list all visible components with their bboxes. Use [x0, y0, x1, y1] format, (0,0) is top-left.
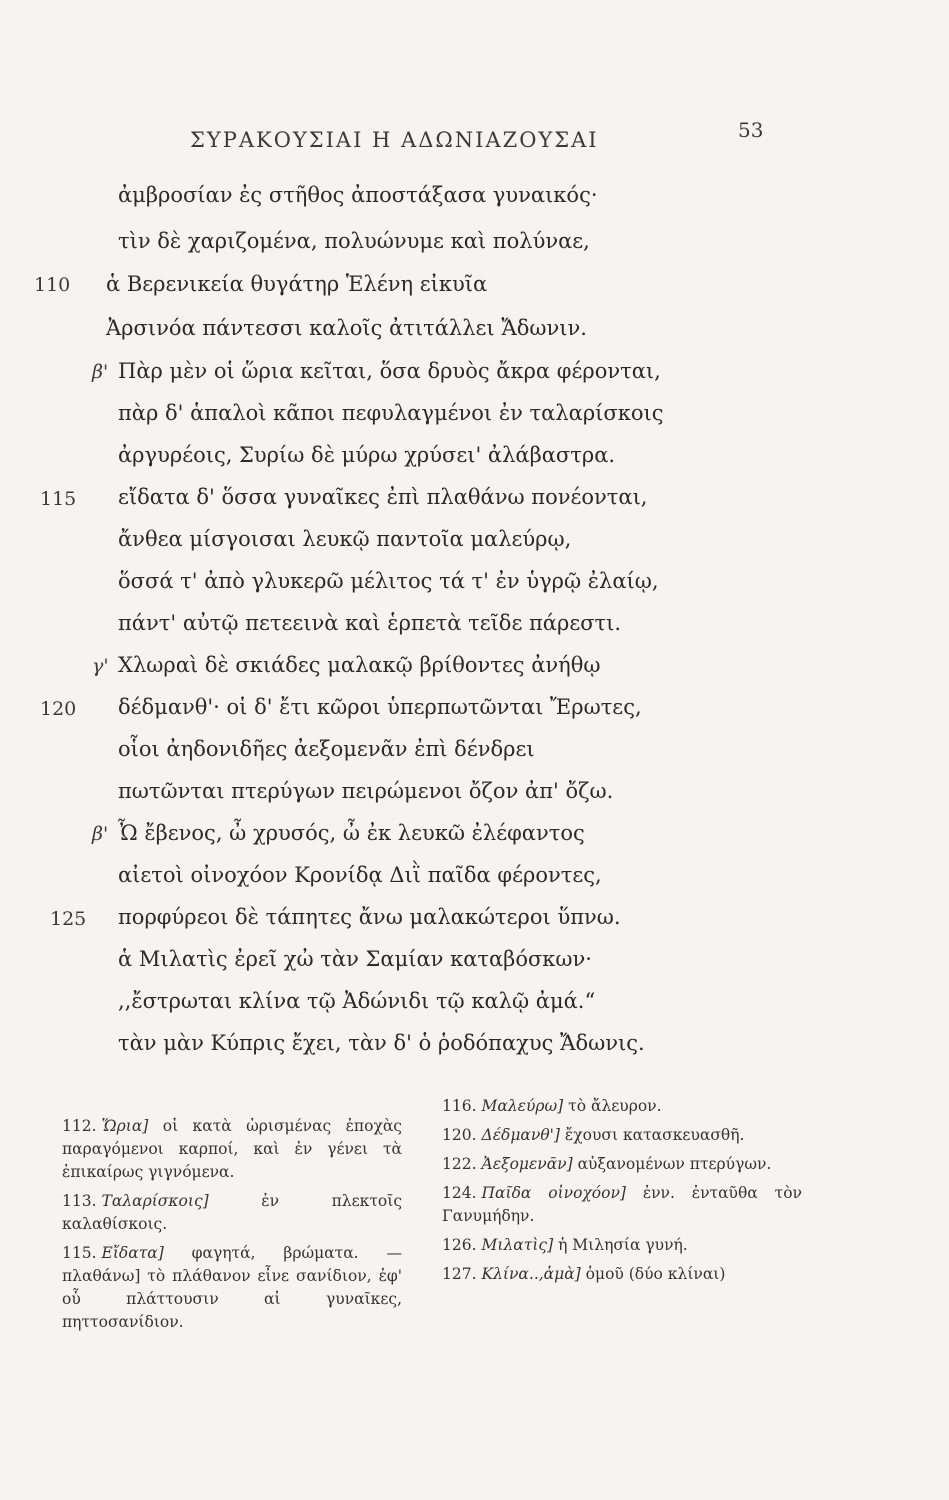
notes-left-column — [62, 1115, 402, 1340]
verse-line: αἰετοὶ οἰνοχόον Κρονίδᾳ Διῒ παῖδα φέροντες, — [118, 863, 602, 887]
notes-right-column — [442, 1095, 802, 1292]
line-number: 110 — [34, 274, 71, 296]
verse-line: ,,ἔστρωται κλίνα τῷ Ἀδώνιδι τῷ καλῷ ἀμά.“ — [118, 989, 596, 1013]
verse-line: εἴδατα δ' ὅσσα γυναῖκες ἐπὶ πλαθάνω πονέονται, — [118, 485, 648, 509]
footnote: 115. Εἴδατα] φαγητά, βρώματα. —πλαθάνω] τὸ πλάθανον εἶνε σανίδιον, ἐφ' οὗ πλάττουσιν αἱ γυναῖκες, πηττοσανίδιον. — [62, 1244, 402, 1331]
strophe-marker: β' — [92, 823, 109, 845]
line-number: 120 — [40, 698, 77, 720]
verse-line: ἁ Μιλατὶς ἐρεῖ χὠ τὰν Σαμίαν καταβόσκων· — [118, 947, 592, 971]
verse-line: πωτῶνται πτερύγων πειρώμενοι ὄζον ἀπ' ὄζω. — [118, 779, 614, 803]
verse-line: Ἀρσινόα πάντεσσι καλοῖς ἀτιτάλλει Ἄδωνιν. — [106, 316, 587, 340]
verse-line: ὅσσά τ' ἀπὸ γλυκερῶ μέλιτος τά τ' ἐν ὑγρῷ ἐλαίῳ, — [118, 569, 659, 593]
footnote: 112. Ὥρια] οἱ κατὰ ὡρισμένας ἐποχὰς παραγόμενοι καρποί, καὶ ἐν γένει τὰ ἐπικαίρως γιγνόμενα. — [62, 1117, 402, 1181]
verse-line: ἄνθεα μίσγοισαι λευκῷ παντοῖα μαλεύρῳ, — [118, 527, 572, 551]
page-number: 53 — [738, 118, 764, 142]
strophe-marker: β' — [92, 361, 109, 383]
footnote: 124. Παῖδα οἰνοχόον] ἐνν. ἐνταῦθα τὸν Γανυμήδην. — [442, 1184, 802, 1225]
verse-line: Ὦ ἔβενος, ὦ χρυσός, ὦ ἐκ λευκῶ ἐλέφαντος — [118, 821, 585, 845]
verse-line: ἁ Βερενικεία θυγάτηρ Ἑλένη εἰκυῖα — [106, 272, 488, 296]
verse-line: Πὰρ μὲν οἱ ὥρια κεῖται, ὅσα δρυὸς ἄκρα φέρονται, — [118, 359, 661, 383]
footnote: 116. Μαλεύρω] τὸ ἄλευρον. — [442, 1097, 662, 1115]
line-number: 115 — [40, 488, 77, 510]
line-number: 125 — [50, 908, 87, 930]
verse-line: πὰρ δ' ἁπαλοὶ κᾶποι πεφυλαγμένοι ἐν ταλαρίσκοις — [118, 401, 664, 425]
footnote: 120. Δέδμανθ'] ἔχουσι κατασκευασθῆ. — [442, 1126, 745, 1144]
footnote: 126. Μιλατὶς] ἡ Μιλησία γυνή. — [442, 1236, 688, 1254]
strophe-marker: γ' — [92, 655, 109, 677]
footnote: 127. Κλίνα..,ἀμὰ] ὁμοῦ (δύο κλίναι) — [442, 1265, 726, 1283]
verse-line: πορφύρεοι δὲ τάπητες ἄνω μαλακώτεροι ὕπνω. — [118, 905, 621, 929]
verse-line: ἀμβροσίαν ἐς στῆθος ἀποστάξασα γυναικός· — [118, 183, 598, 207]
running-head: ΣΥΡΑΚΟΥΣΙΑΙ Η ΑΔΩΝΙΑΖΟΥΣΑΙ — [190, 128, 599, 152]
verse-line: δέδμανθ'· οἱ δ' ἔτι κῶροι ὑπερπωτῶνται Ἔρωτες, — [118, 695, 642, 719]
verse-line: τὰν μὰν Κύπρις ἔχει, τὰν δ' ὁ ῥοδόπαχυς Ἄδωνις. — [118, 1031, 645, 1055]
verse-line: ἀργυρέοις, Συρίω δὲ μύρω χρύσει' ἀλάβαστρα. — [118, 443, 616, 467]
verse-line: οἷοι ἀηδονιδῆες ἀεξομενᾶν ἐπὶ δένδρει — [118, 737, 535, 761]
footnote: 113. Ταλαρίσκοις] ἐν πλεκτοῖς καλαθίσκοις. — [62, 1192, 402, 1233]
verse-line: Χλωραὶ δὲ σκιάδες μαλακῷ βρίθοντες ἀνήθῳ — [118, 653, 601, 677]
verse-line: πάντ' αὐτῷ πετεεινὰ καὶ ἑρπετὰ τεῖδε πάρεστι. — [118, 611, 622, 635]
footnote: 122. Ἀεξομενᾶν] αὐξανομένων πτερύγων. — [442, 1155, 772, 1173]
verse-line: τὶν δὲ χαριζομένα, πολυώνυμε καὶ πολύναε, — [118, 229, 590, 253]
